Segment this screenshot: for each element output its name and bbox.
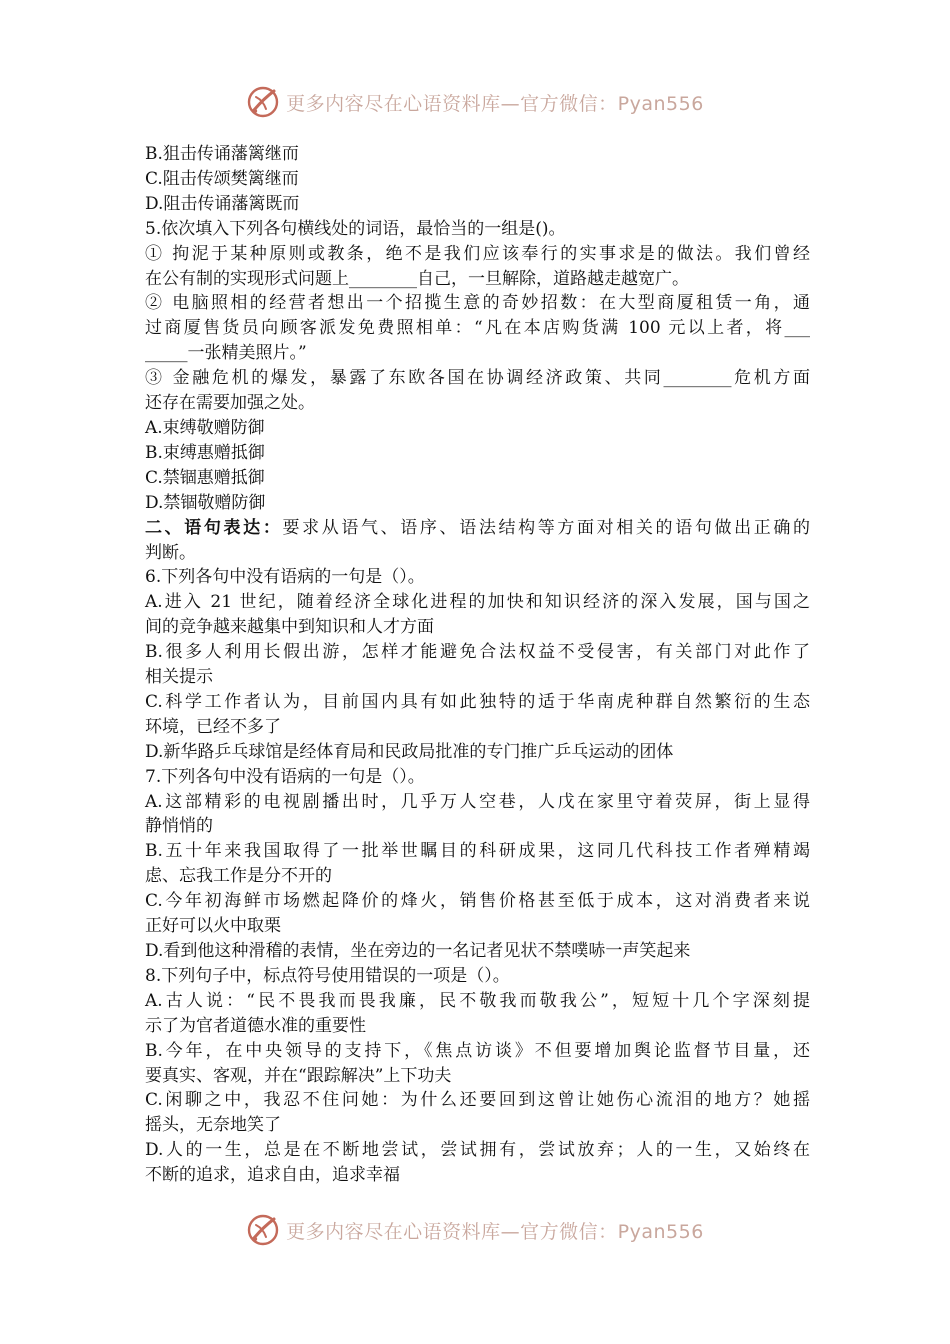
text-line: 间的竞争越来越集中到知识和人才方面 (145, 617, 434, 638)
text-line: C.阻击传颂樊篱继而 (145, 168, 299, 189)
text-line: _____一张精美照片。” (145, 343, 307, 364)
brush-logo-icon (246, 1213, 280, 1247)
text-line: B.狙击传诵藩篱继而 (145, 144, 299, 164)
text-line: D.人的一生，总是在不断地尝试，尝试拥有，尝试放弃；人的一生，又始终在 (145, 1140, 810, 1161)
text-line: 正好可以火中取栗 (145, 916, 281, 937)
text-line: D.禁锢敬赠防御 (145, 492, 266, 513)
banner-text: 更多内容尽在心语资料库—官方微信：Pyan556 (286, 1220, 704, 1243)
text-line: C.科学工作者认为，目前国内具有如此独特的适于华南虎种群自然繁衍的生态 (145, 691, 810, 712)
text-line: A.进入 21 世纪，随着经济全球化进程的加快和知识经济的深入发展，国与国之 (145, 592, 810, 613)
document-body (145, 142, 810, 1188)
text-line: B.很多人利用长假出游，怎样才能避免合法权益不受侵害，有关部门对此作了 (145, 642, 810, 663)
text-line: D.看到他这种滑稽的表情，坐在旁边的一名记者见状不禁噗哧一声笑起来 (145, 941, 691, 961)
banner-text: 更多内容尽在心语资料库—官方微信：Pyan556 (286, 92, 704, 115)
text-line: 要真实、客观，并在“跟踪解决”上下功夫 (145, 1065, 452, 1086)
text-line: 过商厦售货员向顾客派发免费照相单：“凡在本店购货满 100 元以上者，将___ (145, 318, 810, 339)
text-line: 相关提示 (145, 667, 213, 688)
text-line: 示了为官者道德水准的重要性 (145, 1015, 366, 1036)
text-line: 5.依次填入下列各句横线处的词语，最恰当的一组是()。 (145, 218, 566, 239)
text-line: C.闲聊之中，我忍不住问她：为什么还要回到这曾让她伤心流泪的地方？她摇 (145, 1090, 810, 1111)
text-line: 判断。 (145, 542, 196, 563)
text-line: 6.下列各句中没有语病的一句是（）。 (145, 567, 425, 588)
text-line: C.禁锢惠赠抵御 (145, 467, 265, 488)
footer-banner (0, 1210, 950, 1250)
text-line: 在公有制的实现形式问题上________自己，一旦解除，道路越走越宽广。 (145, 268, 689, 289)
text-line: D.新华路乒乓球馆是经体育局和民政局批准的专门推广乒乓运动的团体 (145, 741, 674, 762)
text-line: ② 电脑照相的经营者想出一个招揽生意的奇妙招数：在大型商厦租赁一角，通 (145, 293, 810, 314)
text-line: C.今年初海鲜市场燃起降价的烽火，销售价格甚至低于成本，这对消费者来说 (145, 891, 810, 912)
text-line: A.古人说：“民不畏我而畏我廉，民不敬我而敬我公”，短短十几个字深刻提 (145, 990, 810, 1011)
text-line: 还存在需要加强之处。 (145, 393, 315, 414)
section-description: 要求从语气、语序、语法结构等方面对相关的语句做出正确的 (282, 517, 811, 538)
text-line: 7.下列各句中没有语病的一句是（）。 (145, 766, 425, 787)
text-line (145, 516, 810, 541)
text-line: ③ 金融危机的爆发，暴露了东欧各国在协调经济政策、共同________危机方面 (145, 368, 810, 389)
text-line: 8.下列句子中，标点符号使用错误的一项是（）。 (145, 965, 510, 986)
text-line: B.今年，在中央领导的支持下，《焦点访谈》不但要增加舆论监督节目量，还 (145, 1040, 810, 1061)
section-heading: 二、语句表达： (145, 517, 283, 538)
text-line: 静悄悄的 (145, 816, 213, 837)
text-line: A.束缚敬赠防御 (145, 417, 265, 438)
text-line: ① 拘泥于某种原则或教条，绝不是我们应该奉行的实事求是的做法。我们曾经 (145, 243, 810, 264)
brush-logo-icon (246, 85, 280, 119)
text-line: A.这部精彩的电视剧播出时，几乎万人空巷，人戊在家里守着荧屏，街上显得 (145, 791, 810, 812)
text-line: B.束缚惠赠抵御 (145, 442, 265, 463)
text-line: 虑、忘我工作是分不开的 (145, 866, 332, 887)
text-line: B.五十年来我国取得了一批举世瞩目的科研成果，这同几代科技工作者殚精竭 (145, 841, 810, 862)
header-banner (0, 82, 950, 122)
text-line: 不断的追求，追求自由，追求幸福 (145, 1165, 400, 1186)
text-line: 摇头，无奈地笑了 (145, 1115, 281, 1136)
text-line: 环境，已经不多了 (145, 716, 281, 737)
text-line: D.阻击传诵藩篱既而 (145, 193, 300, 214)
